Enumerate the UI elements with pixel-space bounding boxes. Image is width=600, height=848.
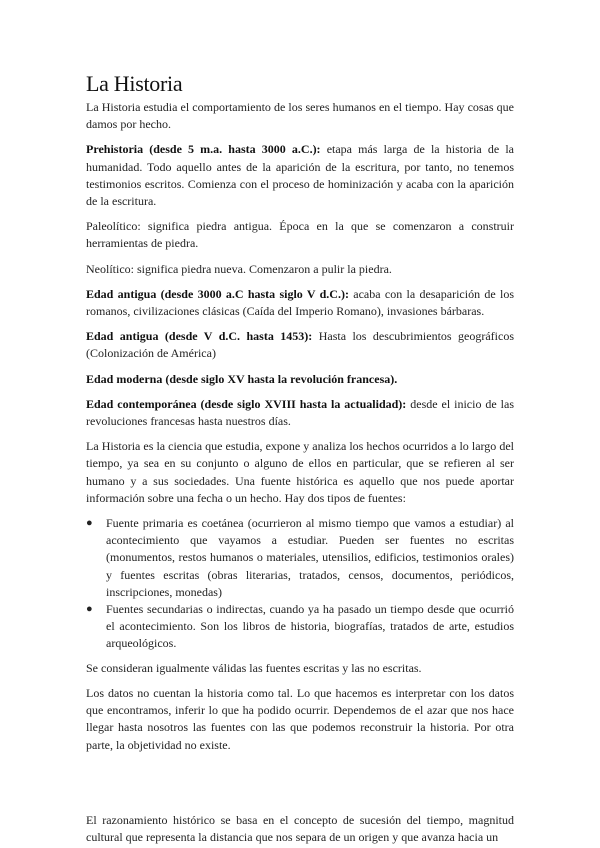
period-term: Edad moderna (desde siglo XV hasta la revolución francesa). [86,371,398,386]
data-note-paragraph: Los datos no cuentan la historia como tal. Lo que hacemos es interpretar con los datos que encontramos, inferir lo que ha podido ocurrir. Dependemos de el azar que nos hace llegar hasta nosotros las fuentes con las que podemos reconstruir la historia. Por otra parte, la objetividad no existe. [86,685,514,752]
list-item [86,601,514,653]
definition-paragraph: La Historia es la ciencia que estudia, expone y analiza los hechos ocurridos a lo largo del tiempo, ya sea en su conjunto o alguno de ellos en particular, que se refieren al ser humano y a sus sociedades. Una fuente histórica es aquello que nos puede aportar información sobre una fecha o un hecho. Hay dos tipos de fuentes: [86,439,514,505]
period-edad-contemporanea [86,396,514,430]
period-term: Prehistoria (desde 5 m.a. hasta 3000 a.C.): [86,142,321,157]
period-prehistoria [86,141,514,210]
period-term: Edad antigua (desde 3000 a.C hasta siglo V d.C.): [86,286,349,301]
blank-space [86,762,514,812]
reasoning-paragraph: El razonamiento histórico se basa en el concepto de sucesión del tiempo, magnitud cultural que representa la distancia que nos separa de un origen y que avanza hacia un [86,812,514,844]
period-term: Edad antigua (desde V d.C. hasta 1453): [86,329,313,344]
list-item-text: Fuente primaria es coetánea (ocurrieron al mismo tiempo que vamos a estudiar) al acontecimiento que vayamos a estudiar. Pueden ser fuentes no escritas (monumentos, restos humanos o materiales, utensilios, edificios, testimonios orales) y fuentes escritas (obras literarias, tratados, censos, documentos, periódicos, inscripciones, monedas) [106,516,514,599]
sources-list [86,515,514,653]
period-desc: desde el inicio de las revoluciones francesas hasta nuestros días. [86,396,514,429]
list-item [86,515,514,601]
period-edad-antigua-2 [86,328,514,362]
bullet-icon: ● [86,517,93,530]
bullet-icon: ● [86,603,93,616]
period-desc: etapa más larga de la historia de la humanidad. Todo aquello antes de la aparición de la escritura, por tanto, no tenemos testimonios escritos. Comienza con el proceso de hominización y acaba con la aparición de la escritura. [86,142,514,209]
period-edad-antigua [86,286,514,320]
intro-paragraph: La Historia estudia el comportamiento de los seres humanos en el tiempo. Hay cosas que damos por hecho. [86,100,514,132]
page-title: La Historia [86,71,183,96]
period-paleolitico: Paleolítico: significa piedra antigua. Época en la que se comenzaron a construir herramientas de piedra. [86,219,514,251]
list-item-text: Fuentes secundarias o indirectas, cuando ya ha pasado un tiempo desde que ocurrió el acontecimiento. Son los libros de historia, biografías, tratados de arte, estudios arqueológicos. [106,602,514,651]
period-neolitico: Neolítico: significa piedra nueva. Comenzaron a pulir la piedra. [86,261,392,276]
period-desc: acaba con la desaparición de los romanos, civilizaciones clásicas (Caída del Imperio Romano), invasiones bárbaras. [86,286,514,319]
validity-paragraph: Se consideran igualmente válidas las fuentes escritas y las no escritas. [86,660,422,675]
period-desc: Hasta los descubrimientos geográficos (Colonización de América) [86,329,514,361]
period-edad-moderna [86,371,514,388]
period-term: Edad contemporánea (desde siglo XVIII hasta la actualidad): [86,396,407,411]
